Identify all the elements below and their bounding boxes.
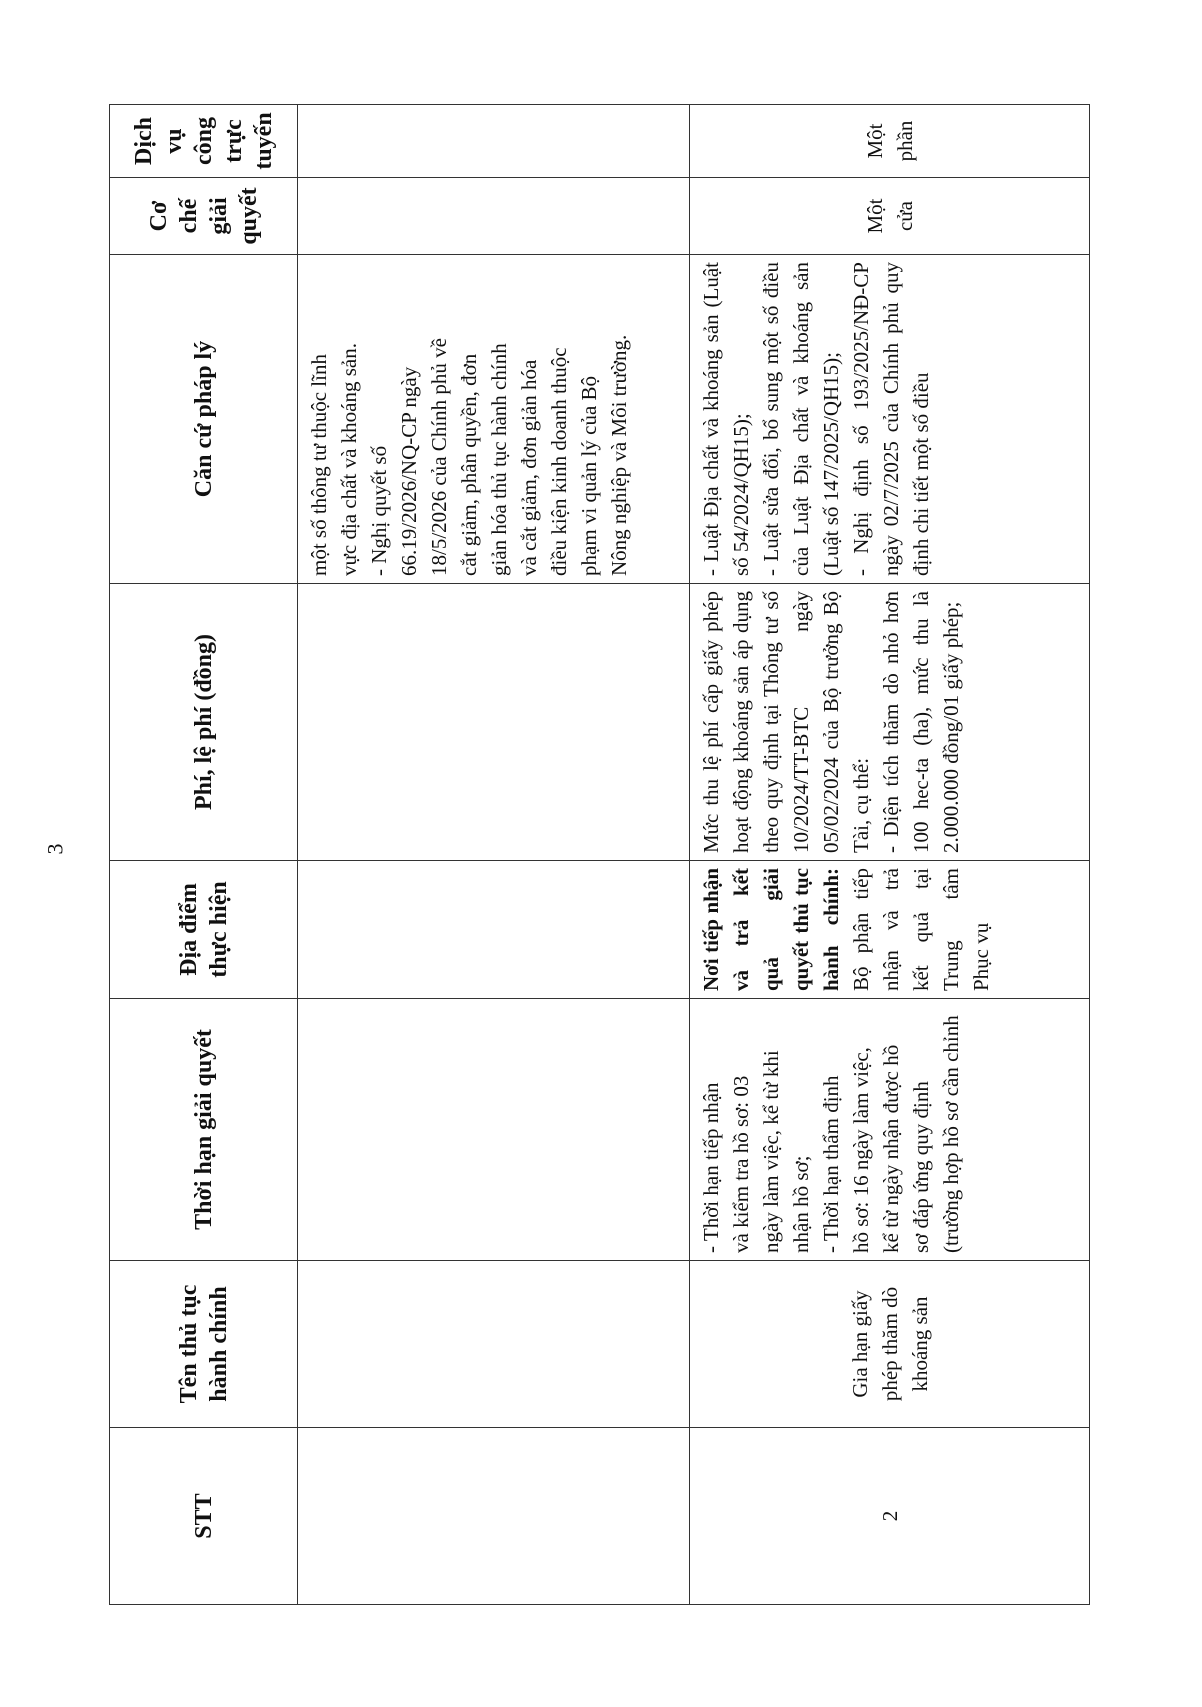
header-time-limit: Thời hạn giải quyết (110, 999, 298, 1261)
legal-line: - Luật sửa đổi, bổ sung một số điều của Luật Địa chất và khoáng sản (Luật số 147/2025/QH15); (759, 262, 843, 576)
fee-line: Mức thu lệ phí cấp giấy phép hoạt động khoáng sản áp dụng theo quy định tại Thông tư số 10/2024/TT-BTC ngày 05/02/2024 của Bộ trưởng Bộ Tài, cụ thể: (699, 591, 873, 853)
cell-mechanism (298, 178, 690, 255)
cell-stt (298, 1428, 690, 1605)
procedure-table (109, 104, 1090, 1605)
procedure-table-rotated (109, 105, 1089, 1605)
header-legal-basis: Căn cứ pháp lý (110, 255, 298, 584)
time-line: - Thời hạn thẩm định (819, 1075, 843, 1253)
table-row (690, 105, 1090, 1605)
cell-procedure-name (298, 1261, 690, 1428)
cell-mechanism: Một cửa (690, 178, 1090, 255)
table-header-row (110, 105, 298, 1605)
time-line: sơ đáp ứng quy định (909, 1081, 933, 1253)
legal-line: vực địa chất và khoáng sản. (337, 343, 361, 576)
cell-time-limit (690, 999, 1090, 1261)
cell-online-service (298, 105, 690, 178)
legal-line: phạm vi quản lý của Bộ (577, 375, 601, 576)
cell-procedure-name: Gia hạn giấy phép thăm dò khoáng sản (690, 1261, 1090, 1428)
header-mechanism: Cơ chế giải quyết (110, 178, 298, 255)
cell-place (298, 861, 690, 999)
time-line: nhận hồ sơ; (789, 1155, 813, 1253)
time-line: (trường hợp hồ sơ cần chỉnh (939, 1015, 963, 1253)
legal-line: - Nghị định số 193/2025/NĐ-CP ngày 02/7/2025 của Chính phủ quy định chi tiết một số điều (849, 262, 933, 576)
cell-legal-basis (298, 255, 690, 584)
legal-line: giản hóa thủ tục hành chính (487, 343, 511, 576)
time-line: ngày làm việc, kể từ khi (759, 1050, 783, 1253)
cell-stt: 2 (690, 1428, 1090, 1605)
legal-line: và cắt giảm, đơn giản hóa (517, 359, 541, 576)
legal-line: 66.19/2026/NQ-CP ngày (397, 366, 421, 576)
legal-line: - Nghị quyết số (367, 445, 391, 576)
legal-line: một số thông tư thuộc lĩnh (307, 354, 331, 576)
header-procedure-name: Tên thủ tục hành chính (110, 1261, 298, 1428)
cell-time-limit (298, 999, 690, 1261)
place-text: Bộ phận tiếp nhận và trả kết quả tại Trung tâm Phục vụ (849, 868, 993, 991)
legal-line: điều kiện kinh doanh thuộc (547, 347, 571, 576)
cell-fee (298, 584, 690, 861)
header-place: Địa điểm thực hiện (110, 861, 298, 999)
header-stt: STT (110, 1428, 298, 1605)
header-fee: Phí, lệ phí (đồng) (110, 584, 298, 861)
cell-legal-basis (690, 255, 1090, 584)
cell-online-service: Một phần (690, 105, 1090, 178)
legal-line: Nông nghiệp và Môi trường. (607, 334, 631, 576)
time-line: và kiểm tra hồ sơ: 03 (729, 1075, 753, 1253)
page-number: 3 (42, 843, 68, 855)
cell-place (690, 861, 1090, 999)
place-heading: Nơi tiếp nhận và trả kết quả giải quyết thủ tục hành chính: (699, 868, 843, 991)
header-online-service: Dịch vụ công trực tuyến (110, 105, 298, 178)
legal-line: 18/5/2026 của Chính phủ về (427, 338, 451, 576)
legal-line: cắt giảm, phân quyền, đơn (457, 353, 481, 576)
time-line: kể từ ngày nhận được hồ (879, 1044, 903, 1253)
time-line: hồ sơ: 16 ngày làm việc, (849, 1047, 873, 1253)
legal-line: - Luật Địa chất và khoáng sản (Luật số 54/2024/QH15); (699, 262, 753, 576)
cell-fee (690, 584, 1090, 861)
time-line: - Thời hạn tiếp nhận (699, 1082, 723, 1253)
fee-line: - Diện tích thăm dò nhỏ hơn 100 hec-ta (ha), mức thu là 2.000.000 đồng/01 giấy phép; (879, 591, 963, 853)
table-row (298, 105, 690, 1605)
